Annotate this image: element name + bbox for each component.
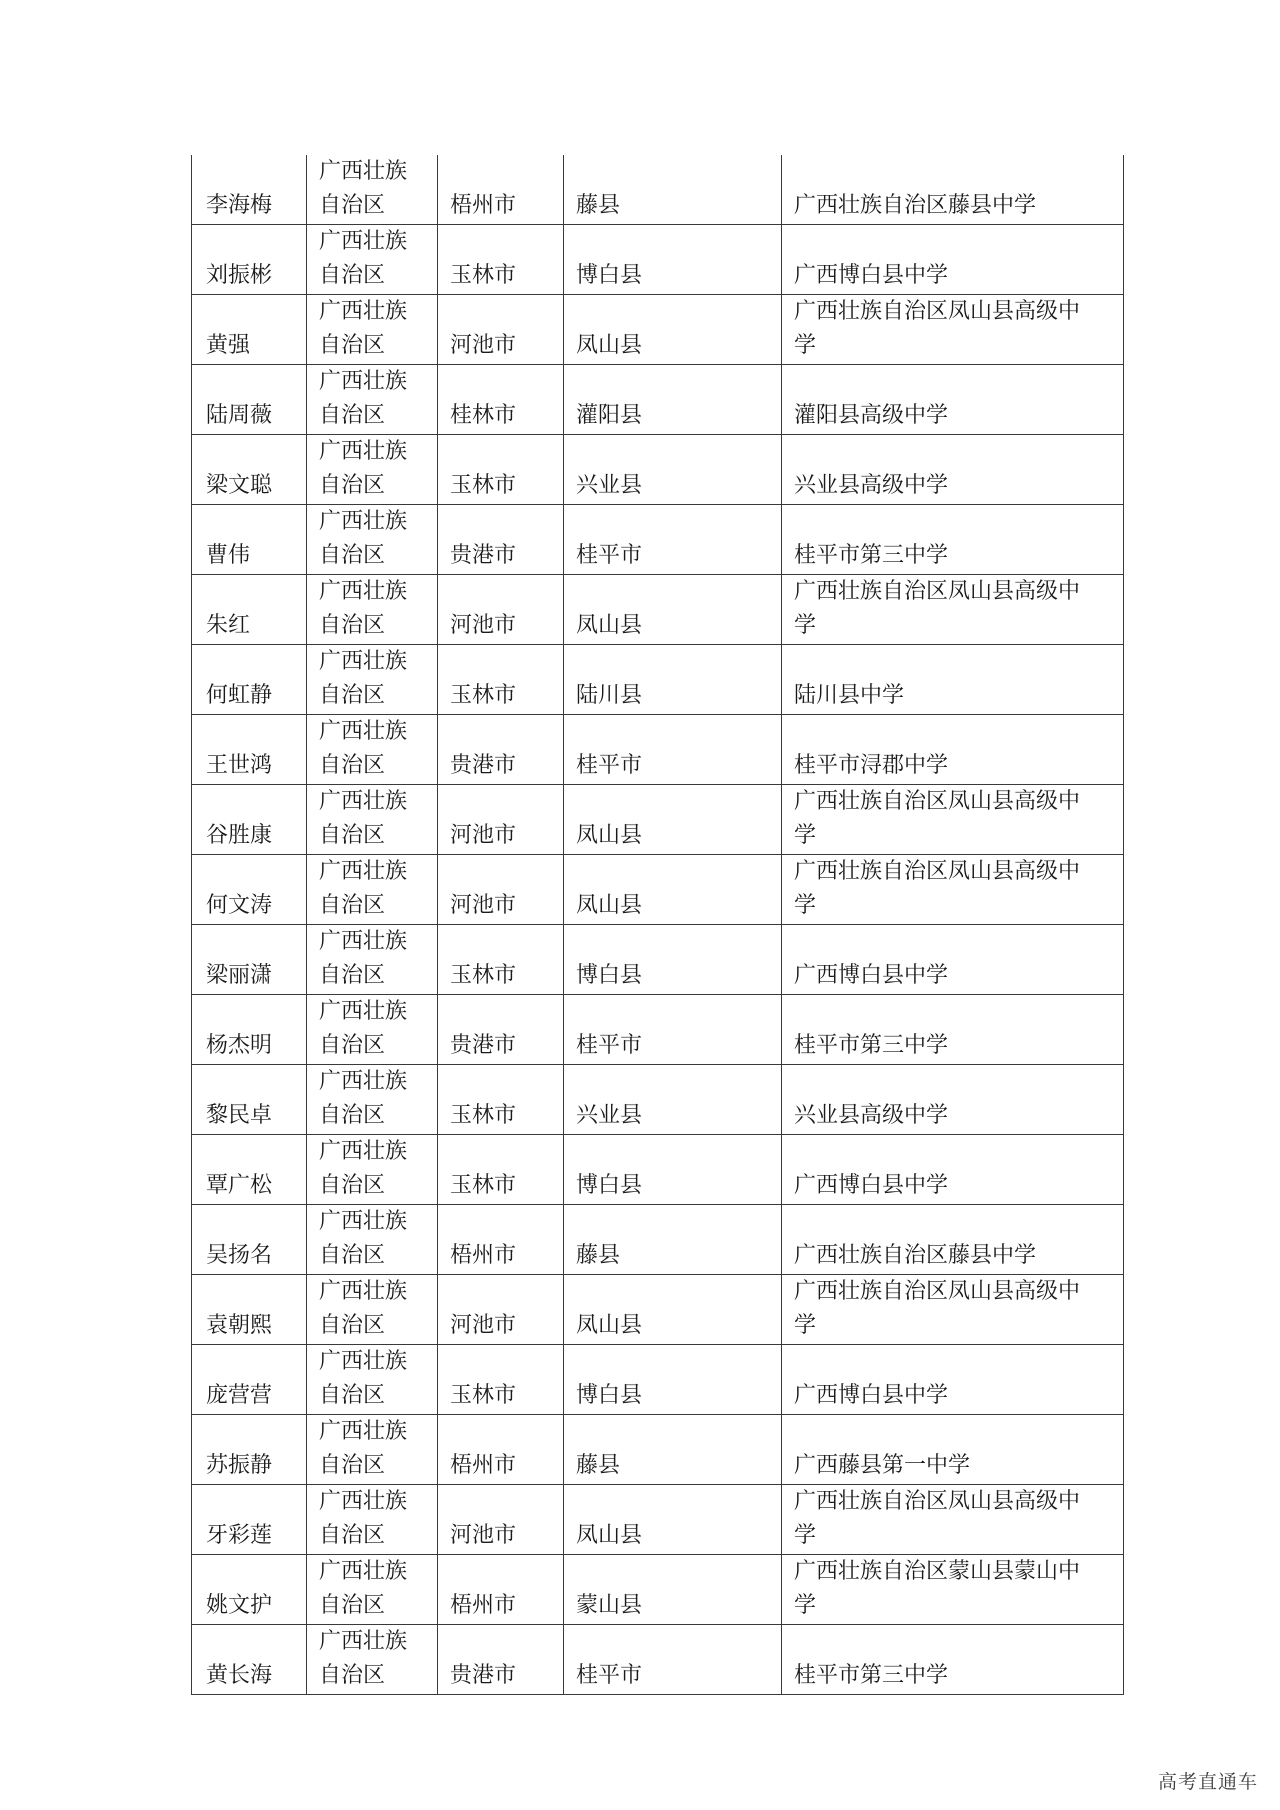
table-row	[192, 1625, 1124, 1695]
city-text: 贵港市	[450, 1663, 517, 1688]
table-row	[192, 575, 1124, 645]
cell-name	[192, 855, 307, 925]
cell-name	[192, 1345, 307, 1415]
cell-name	[192, 435, 307, 505]
cell-county	[564, 1415, 782, 1485]
county-text: 凤山县	[576, 1313, 643, 1338]
cell-name	[192, 1275, 307, 1345]
table-row	[192, 225, 1124, 295]
name-text: 梁文聪	[206, 473, 273, 498]
province-text: 广西壮族 自治区	[319, 1069, 408, 1128]
name-text: 刘振彬	[206, 263, 273, 288]
cell-city	[438, 1205, 564, 1275]
school-text: 广西壮族自治区蒙山县蒙山中 学	[794, 1559, 1081, 1618]
city-text: 梧州市	[450, 1593, 517, 1618]
cell-school	[782, 1485, 1124, 1555]
province-text: 广西壮族 自治区	[319, 439, 408, 498]
cell-name	[192, 575, 307, 645]
county-text: 灌阳县	[576, 403, 643, 428]
cell-county	[564, 855, 782, 925]
name-text: 曹伟	[206, 543, 251, 568]
cell-school	[782, 1415, 1124, 1485]
cell-province	[307, 365, 438, 435]
school-text: 广西博白县中学	[794, 1383, 949, 1408]
cell-school	[782, 435, 1124, 505]
province-text: 广西壮族 自治区	[319, 369, 408, 428]
cell-city	[438, 1485, 564, 1555]
cell-school	[782, 1275, 1124, 1345]
table-row	[192, 1135, 1124, 1205]
table-row	[192, 295, 1124, 365]
cell-city	[438, 435, 564, 505]
table-row	[192, 1205, 1124, 1275]
cell-province	[307, 1275, 438, 1345]
city-text: 玉林市	[450, 263, 517, 288]
cell-county	[564, 1625, 782, 1695]
table-row	[192, 1275, 1124, 1345]
cell-name	[192, 995, 307, 1065]
city-text: 贵港市	[450, 1033, 517, 1058]
table-row	[192, 925, 1124, 995]
city-text: 梧州市	[450, 1243, 517, 1268]
county-text: 凤山县	[576, 893, 643, 918]
county-text: 藤县	[576, 1243, 621, 1268]
cell-city	[438, 1275, 564, 1345]
school-text: 广西博白县中学	[794, 963, 949, 988]
province-text: 广西壮族 自治区	[319, 159, 408, 218]
name-text: 姚文护	[206, 1593, 273, 1618]
cell-school	[782, 575, 1124, 645]
province-text: 广西壮族 自治区	[319, 509, 408, 568]
cell-county	[564, 155, 782, 225]
school-text: 广西壮族自治区藤县中学	[794, 193, 1037, 218]
city-text: 贵港市	[450, 543, 517, 568]
county-text: 博白县	[576, 1383, 643, 1408]
cell-school	[782, 785, 1124, 855]
cell-name	[192, 155, 307, 225]
table-row	[192, 1065, 1124, 1135]
province-text: 广西壮族 自治区	[319, 649, 408, 708]
school-text: 广西壮族自治区藤县中学	[794, 1243, 1037, 1268]
province-text: 广西壮族 自治区	[319, 1209, 408, 1268]
cell-name	[192, 505, 307, 575]
name-text: 黄长海	[206, 1663, 273, 1688]
cell-name	[192, 1065, 307, 1135]
table-row	[192, 155, 1124, 225]
roster-body	[192, 155, 1124, 1695]
cell-province	[307, 1485, 438, 1555]
cell-city	[438, 855, 564, 925]
name-text: 苏振静	[206, 1453, 273, 1478]
cell-city	[438, 575, 564, 645]
cell-county	[564, 1275, 782, 1345]
name-text: 牙彩莲	[206, 1523, 273, 1548]
cell-city	[438, 645, 564, 715]
name-text: 陆周薇	[206, 403, 273, 428]
cell-name	[192, 1415, 307, 1485]
province-text: 广西壮族 自治区	[319, 579, 408, 638]
name-text: 王世鸿	[206, 753, 273, 778]
cell-school	[782, 995, 1124, 1065]
school-text: 桂平市浔郡中学	[794, 753, 949, 778]
province-text: 广西壮族 自治区	[319, 999, 408, 1058]
cell-city	[438, 715, 564, 785]
province-text: 广西壮族 自治区	[319, 299, 408, 358]
cell-school	[782, 365, 1124, 435]
cell-name	[192, 1485, 307, 1555]
cell-city	[438, 1415, 564, 1485]
cell-province	[307, 855, 438, 925]
cell-school	[782, 925, 1124, 995]
name-text: 梁丽潇	[206, 963, 273, 988]
county-text: 桂平市	[576, 1663, 643, 1688]
cell-county	[564, 295, 782, 365]
province-text: 广西壮族 自治区	[319, 1629, 408, 1688]
name-text: 李海梅	[206, 193, 273, 218]
name-text: 袁朝熙	[206, 1313, 273, 1338]
cell-province	[307, 1065, 438, 1135]
table-row	[192, 715, 1124, 785]
province-text: 广西壮族 自治区	[319, 789, 408, 848]
cell-province	[307, 1415, 438, 1485]
school-text: 桂平市第三中学	[794, 1033, 949, 1058]
city-text: 玉林市	[450, 1103, 517, 1128]
cell-city	[438, 295, 564, 365]
county-text: 兴业县	[576, 473, 643, 498]
cell-province	[307, 785, 438, 855]
city-text: 河池市	[450, 1523, 517, 1548]
name-text: 谷胜康	[206, 823, 273, 848]
school-text: 桂平市第三中学	[794, 1663, 949, 1688]
county-text: 蒙山县	[576, 1593, 643, 1618]
cell-school	[782, 645, 1124, 715]
cell-city	[438, 995, 564, 1065]
county-text: 博白县	[576, 263, 643, 288]
school-text: 广西壮族自治区凤山县高级中 学	[794, 789, 1081, 848]
cell-school	[782, 1065, 1124, 1135]
cell-name	[192, 1205, 307, 1275]
cell-school	[782, 505, 1124, 575]
cell-county	[564, 225, 782, 295]
table-row	[192, 1415, 1124, 1485]
cell-city	[438, 1135, 564, 1205]
cell-county	[564, 1065, 782, 1135]
table-row	[192, 505, 1124, 575]
school-text: 广西壮族自治区凤山县高级中 学	[794, 299, 1081, 358]
cell-province	[307, 715, 438, 785]
name-text: 何虹静	[206, 683, 273, 708]
name-text: 杨杰明	[206, 1033, 273, 1058]
city-text: 河池市	[450, 1313, 517, 1338]
county-text: 凤山县	[576, 1523, 643, 1548]
province-text: 广西壮族 自治区	[319, 859, 408, 918]
cell-province	[307, 995, 438, 1065]
school-text: 广西博白县中学	[794, 1173, 949, 1198]
cell-county	[564, 435, 782, 505]
name-text: 黄强	[206, 333, 251, 358]
name-text: 庞营营	[206, 1383, 273, 1408]
cell-city	[438, 925, 564, 995]
name-text: 黎民卓	[206, 1103, 273, 1128]
table-row	[192, 365, 1124, 435]
cell-name	[192, 715, 307, 785]
school-text: 陆川县中学	[794, 683, 905, 708]
cell-city	[438, 505, 564, 575]
cell-name	[192, 1625, 307, 1695]
province-text: 广西壮族 自治区	[319, 1559, 408, 1618]
county-text: 藤县	[576, 193, 621, 218]
cell-name	[192, 295, 307, 365]
cell-county	[564, 1205, 782, 1275]
watermark-text: 高考直通车	[1157, 1771, 1258, 1793]
cell-province	[307, 155, 438, 225]
school-text: 灌阳县高级中学	[794, 403, 949, 428]
cell-county	[564, 645, 782, 715]
cell-province	[307, 645, 438, 715]
student-roster-table	[191, 155, 1124, 1695]
cell-school	[782, 1555, 1124, 1625]
table-row	[192, 645, 1124, 715]
table-row	[192, 1345, 1124, 1415]
county-text: 兴业县	[576, 1103, 643, 1128]
city-text: 河池市	[450, 823, 517, 848]
cell-school	[782, 715, 1124, 785]
cell-county	[564, 995, 782, 1065]
table-row	[192, 1485, 1124, 1555]
cell-county	[564, 1555, 782, 1625]
school-text: 兴业县高级中学	[794, 473, 949, 498]
province-text: 广西壮族 自治区	[319, 1489, 408, 1548]
province-text: 广西壮族 自治区	[319, 229, 408, 288]
city-text: 玉林市	[450, 473, 517, 498]
cell-province	[307, 1555, 438, 1625]
city-text: 桂林市	[450, 403, 517, 428]
cell-county	[564, 505, 782, 575]
county-text: 博白县	[576, 963, 643, 988]
cell-county	[564, 1135, 782, 1205]
cell-province	[307, 225, 438, 295]
city-text: 玉林市	[450, 1173, 517, 1198]
cell-school	[782, 1345, 1124, 1415]
cell-name	[192, 925, 307, 995]
county-text: 桂平市	[576, 753, 643, 778]
cell-county	[564, 575, 782, 645]
cell-name	[192, 365, 307, 435]
city-text: 河池市	[450, 893, 517, 918]
county-text: 藤县	[576, 1453, 621, 1478]
cell-school	[782, 1135, 1124, 1205]
cell-county	[564, 715, 782, 785]
name-text: 何文涛	[206, 893, 273, 918]
cell-province	[307, 505, 438, 575]
province-text: 广西壮族 自治区	[319, 1349, 408, 1408]
city-text: 河池市	[450, 613, 517, 638]
county-text: 博白县	[576, 1173, 643, 1198]
cell-province	[307, 575, 438, 645]
cell-province	[307, 435, 438, 505]
city-text: 玉林市	[450, 963, 517, 988]
cell-city	[438, 225, 564, 295]
cell-name	[192, 645, 307, 715]
school-text: 广西博白县中学	[794, 263, 949, 288]
cell-county	[564, 1345, 782, 1415]
cell-school	[782, 855, 1124, 925]
cell-county	[564, 925, 782, 995]
table-row	[192, 435, 1124, 505]
cell-province	[307, 1135, 438, 1205]
cell-province	[307, 1205, 438, 1275]
cell-school	[782, 295, 1124, 365]
table-row	[192, 995, 1124, 1065]
cell-city	[438, 1625, 564, 1695]
name-text: 吴扬名	[206, 1243, 273, 1268]
cell-name	[192, 225, 307, 295]
cell-county	[564, 1485, 782, 1555]
city-text: 玉林市	[450, 1383, 517, 1408]
school-text: 广西壮族自治区凤山县高级中 学	[794, 859, 1081, 918]
cell-province	[307, 295, 438, 365]
table-row	[192, 785, 1124, 855]
county-text: 桂平市	[576, 1033, 643, 1058]
county-text: 凤山县	[576, 333, 643, 358]
cell-province	[307, 1345, 438, 1415]
cell-county	[564, 785, 782, 855]
cell-city	[438, 1555, 564, 1625]
cell-name	[192, 1135, 307, 1205]
city-text: 河池市	[450, 333, 517, 358]
cell-school	[782, 155, 1124, 225]
school-text: 广西藤县第一中学	[794, 1453, 971, 1478]
name-text: 朱红	[206, 613, 251, 638]
cell-city	[438, 365, 564, 435]
table-row	[192, 855, 1124, 925]
province-text: 广西壮族 自治区	[319, 1139, 408, 1198]
school-text: 广西壮族自治区凤山县高级中 学	[794, 1279, 1081, 1338]
city-text: 梧州市	[450, 1453, 517, 1478]
cell-city	[438, 1065, 564, 1135]
county-text: 桂平市	[576, 543, 643, 568]
cell-county	[564, 365, 782, 435]
school-text: 桂平市第三中学	[794, 543, 949, 568]
cell-city	[438, 155, 564, 225]
province-text: 广西壮族 自治区	[319, 719, 408, 778]
province-text: 广西壮族 自治区	[319, 929, 408, 988]
cell-city	[438, 1345, 564, 1415]
table-row	[192, 1555, 1124, 1625]
cell-city	[438, 785, 564, 855]
county-text: 陆川县	[576, 683, 643, 708]
school-text: 广西壮族自治区凤山县高级中 学	[794, 1489, 1081, 1548]
province-text: 广西壮族 自治区	[319, 1419, 408, 1478]
school-text: 兴业县高级中学	[794, 1103, 949, 1128]
cell-name	[192, 1555, 307, 1625]
city-text: 贵港市	[450, 753, 517, 778]
cell-school	[782, 225, 1124, 295]
city-text: 玉林市	[450, 683, 517, 708]
cell-province	[307, 925, 438, 995]
county-text: 凤山县	[576, 823, 643, 848]
cell-school	[782, 1625, 1124, 1695]
county-text: 凤山县	[576, 613, 643, 638]
school-text: 广西壮族自治区凤山县高级中 学	[794, 579, 1081, 638]
name-text: 覃广松	[206, 1173, 273, 1198]
cell-name	[192, 785, 307, 855]
cell-province	[307, 1625, 438, 1695]
cell-school	[782, 1205, 1124, 1275]
city-text: 梧州市	[450, 193, 517, 218]
province-text: 广西壮族 自治区	[319, 1279, 408, 1338]
